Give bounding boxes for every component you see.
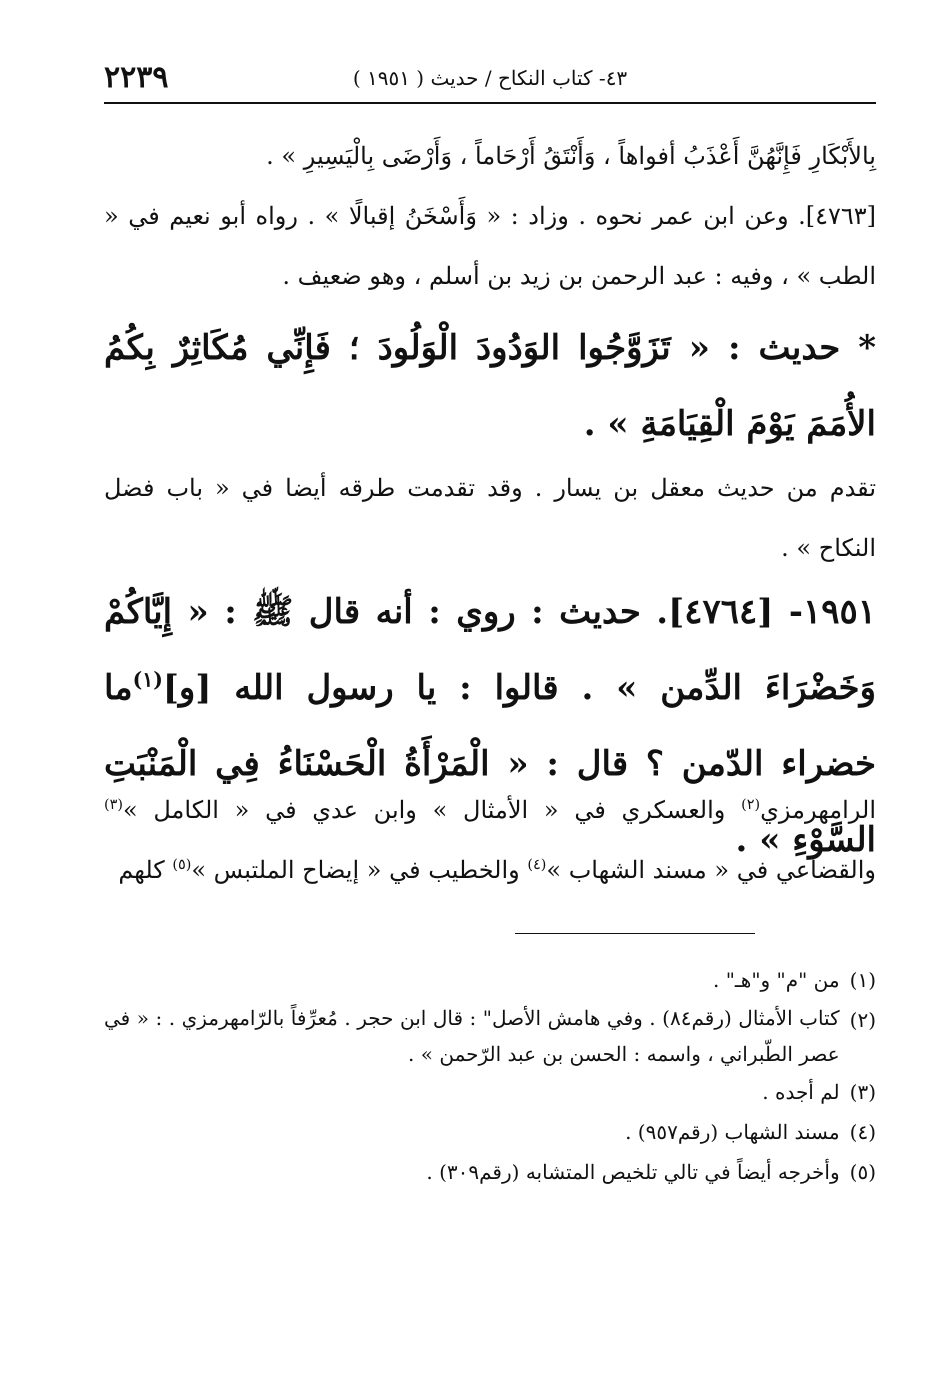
paragraph-continuation: بِالأَبْكَارِ فَإِنَّهُنَّ أَعْذَبُ أفواهاً ، وَأَنْتَقُ أَرْحَاماً ، وَأَرْضَى بِالْيَسِيرِ » . <box>266 142 876 170</box>
sources-part2: والعسكري في « الأمثال » وابن عدي في « الكامل » <box>122 796 742 824</box>
footnote-text: من "م" و"هـ" . <box>713 968 840 992</box>
page-number: ٢٢٣٩ <box>104 60 169 95</box>
footnotes <box>104 960 876 1192</box>
sources-part1: الرامهرمزي <box>760 796 876 824</box>
hadith-1951-part2: ما خضراء الدّمن ؟ قال : « الْمَرْأَةُ الْحَسْنَاءُ فِي الْمَنْبَتِ السَّوْءِ » . <box>104 668 876 860</box>
sources-part5: كلهم <box>118 856 173 884</box>
footnote-number: (٥) <box>849 1160 876 1184</box>
footnote-item <box>104 1072 876 1112</box>
footnote-item <box>104 1152 876 1192</box>
footnote-text: وأخرجه أيضاً في تالي تلخيص المتشابه (رقم٣٠٩) . <box>426 1160 840 1184</box>
footnote-ref-3: (٣) <box>104 797 123 813</box>
footnote-number: (٢) <box>849 1008 876 1032</box>
page-header <box>104 56 876 100</box>
hadith-heading-wadud: * حديث : « تَزَوَّجُوا الوَدُودَ الْوَلُودَ ؛ فَإِنِّي مُكَاثِرٌ بِكُمُ الأُمَمَ يَوْمَ الْقِيَامَةِ » . <box>104 328 876 444</box>
footnote-ref-2: (٢) <box>741 797 761 813</box>
footnote-text: كتاب الأمثال (رقم٨٤) . وفي هامش الأصل" : قال ابن حجر . مُعرِّفاً بالرّامهرمزي . : « في عصر الطّبراني ، واسمه : الحسن بن عبد الرّحمن » . <box>104 1006 840 1066</box>
footnote-item <box>104 1112 876 1152</box>
paragraph-sources <box>104 780 876 900</box>
sources-part3: والقضاعي في « مسند الشهاب » <box>546 856 876 884</box>
footnote-ref-1: (١) <box>132 667 163 692</box>
footnote-number: (١) <box>849 968 876 992</box>
sources-part4: والخطيب في « إيضاح الملتبس » <box>191 856 528 884</box>
paragraph-maqil: تقدم من حديث معقل بن يسار . وقد تقدمت طرقه أيضا في « باب فضل النكاح » . <box>104 474 876 562</box>
hadith-1951-part1: ١٩٥١- [٤٧٦٤]. حديث : روي : أنه قال ﷺ : « إِيَّاكُمْ وَخَضْرَاءَ الدِّمن » . قالوا : يا رسول الله [و] <box>104 592 876 708</box>
footnote-ref-4: (٤) <box>527 857 547 873</box>
footnote-ref-5: (٥) <box>172 857 192 873</box>
footnote-text: مسند الشهاب (رقم٩٥٧) . <box>625 1120 840 1144</box>
footnote-item <box>104 1000 876 1072</box>
footnote-number: (٤) <box>849 1120 876 1144</box>
footnote-rule <box>515 933 755 934</box>
header-rule <box>104 102 876 104</box>
footnote-text: لم أجده . <box>762 1080 840 1104</box>
footnote-number: (٣) <box>849 1080 876 1104</box>
footnote-item <box>104 960 876 1000</box>
paragraph-ibn-umar: [٤٧٦٣]. وعن ابن عمر نحوه . وزاد : « وَأَسْخَنُ إقبالًا » . رواه أبو نعيم في « الطب » ، وفيه : عبد الرحمن بن زيد بن أسلم ، وهو ضعيف . <box>104 202 876 290</box>
running-title: ٤٣- كتاب النكاح / حديث ( ١٩٥١ ) <box>352 66 628 90</box>
